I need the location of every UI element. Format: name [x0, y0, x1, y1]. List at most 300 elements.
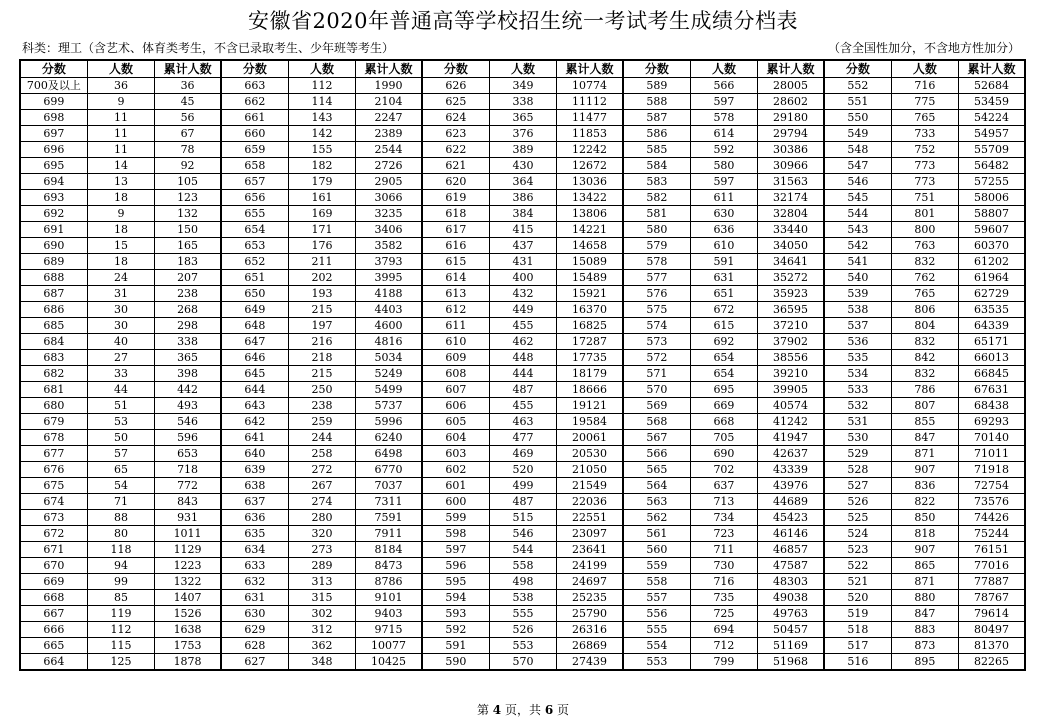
- cumulative-cell: 238: [155, 286, 221, 302]
- cumulative-cell: 17287: [557, 334, 623, 350]
- cumulative-cell: 61964: [959, 270, 1025, 286]
- cumulative-cell: 37902: [758, 334, 824, 350]
- score-cell: 590: [422, 654, 489, 671]
- cumulative-cell: 4403: [356, 302, 422, 318]
- table-row: [20, 334, 1025, 350]
- count-cell: 432: [489, 286, 556, 302]
- score-cell: 591: [422, 638, 489, 654]
- score-cell: 697: [20, 126, 87, 142]
- count-cell: 765: [891, 286, 958, 302]
- count-cell: 431: [489, 254, 556, 270]
- count-cell: 455: [489, 398, 556, 414]
- table-row: [20, 574, 1025, 590]
- score-cell: 545: [824, 190, 891, 206]
- score-cell: 669: [20, 574, 87, 590]
- count-cell: 498: [489, 574, 556, 590]
- cumulative-cell: 5499: [356, 382, 422, 398]
- score-cell: 557: [623, 590, 690, 606]
- count-cell: 179: [288, 174, 355, 190]
- score-cell: 521: [824, 574, 891, 590]
- cumulative-cell: 653: [155, 446, 221, 462]
- score-cell: 601: [422, 478, 489, 494]
- cumulative-cell: 13806: [557, 206, 623, 222]
- cumulative-cell: 3235: [356, 206, 422, 222]
- score-cell: 651: [221, 270, 288, 286]
- table-row: [20, 142, 1025, 158]
- score-cell: 659: [221, 142, 288, 158]
- count-cell: 734: [690, 510, 757, 526]
- cumulative-cell: 78: [155, 142, 221, 158]
- score-cell: 699: [20, 94, 87, 110]
- score-cell: 619: [422, 190, 489, 206]
- cumulative-cell: 2389: [356, 126, 422, 142]
- score-cell: 620: [422, 174, 489, 190]
- cumulative-cell: 25790: [557, 606, 623, 622]
- count-cell: 143: [288, 110, 355, 126]
- count-cell: 125: [87, 654, 154, 671]
- cumulative-cell: 37210: [758, 318, 824, 334]
- count-cell: 320: [288, 526, 355, 542]
- score-cell: 685: [20, 318, 87, 334]
- cumulative-cell: 4600: [356, 318, 422, 334]
- cumulative-cell: 54224: [959, 110, 1025, 126]
- count-cell: 462: [489, 334, 556, 350]
- cumulative-cell: 931: [155, 510, 221, 526]
- score-cell: 678: [20, 430, 87, 446]
- score-cell: 524: [824, 526, 891, 542]
- count-cell: 267: [288, 478, 355, 494]
- table-row: [20, 462, 1025, 478]
- count-cell: 118: [87, 542, 154, 558]
- table-row: [20, 446, 1025, 462]
- score-cell: 566: [623, 446, 690, 462]
- score-cell: 587: [623, 110, 690, 126]
- cumulative-cell: 71011: [959, 446, 1025, 462]
- cumulative-cell: 67: [155, 126, 221, 142]
- category-note: 科类：理工（含艺术、体育类考生，不含已录取考生、少年班等考生）: [22, 41, 395, 55]
- cumulative-cell: 36: [155, 78, 221, 94]
- score-cell: 537: [824, 318, 891, 334]
- count-cell: 9: [87, 206, 154, 222]
- score-cell: 672: [20, 526, 87, 542]
- cumulative-cell: 49038: [758, 590, 824, 606]
- cumulative-cell: 45: [155, 94, 221, 110]
- footer-middle: 页，共: [504, 703, 541, 717]
- cumulative-cell: 68438: [959, 398, 1025, 414]
- count-cell: 799: [690, 654, 757, 671]
- table-row: [20, 222, 1025, 238]
- count-cell: 94: [87, 558, 154, 574]
- cumulative-cell: 16825: [557, 318, 623, 334]
- cumulative-cell: 22036: [557, 494, 623, 510]
- table-row: [20, 398, 1025, 414]
- score-cell: 607: [422, 382, 489, 398]
- count-cell: 730: [690, 558, 757, 574]
- score-cell: 586: [623, 126, 690, 142]
- count-cell: 723: [690, 526, 757, 542]
- score-cell: 555: [623, 622, 690, 638]
- count-cell: 14: [87, 158, 154, 174]
- cumulative-cell: 1322: [155, 574, 221, 590]
- cumulative-cell: 19121: [557, 398, 623, 414]
- table-row: [20, 494, 1025, 510]
- score-cell: 563: [623, 494, 690, 510]
- count-cell: 832: [891, 366, 958, 382]
- score-cell: 594: [422, 590, 489, 606]
- cumulative-cell: 10425: [356, 654, 422, 671]
- table-row: [20, 414, 1025, 430]
- score-cell: 593: [422, 606, 489, 622]
- cumulative-cell: 34050: [758, 238, 824, 254]
- cumulative-cell: 46857: [758, 542, 824, 558]
- cumulative-cell: 74426: [959, 510, 1025, 526]
- count-cell: 315: [288, 590, 355, 606]
- score-cell: 621: [422, 158, 489, 174]
- cumulative-cell: 772: [155, 478, 221, 494]
- cumulative-cell: 35272: [758, 270, 824, 286]
- score-cell: 662: [221, 94, 288, 110]
- score-cell: 665: [20, 638, 87, 654]
- cumulative-cell: 56: [155, 110, 221, 126]
- count-cell: 800: [891, 222, 958, 238]
- cumulative-cell: 1878: [155, 654, 221, 671]
- cumulative-cell: 596: [155, 430, 221, 446]
- count-cell: 515: [489, 510, 556, 526]
- cumulative-cell: 10774: [557, 78, 623, 94]
- count-cell: 9: [87, 94, 154, 110]
- count-cell: 836: [891, 478, 958, 494]
- cumulative-cell: 33440: [758, 222, 824, 238]
- score-cell: 580: [623, 222, 690, 238]
- table-row: [20, 558, 1025, 574]
- cumulative-cell: 47587: [758, 558, 824, 574]
- table-header-row: [20, 60, 1025, 78]
- cumulative-cell: 2726: [356, 158, 422, 174]
- count-cell: 775: [891, 94, 958, 110]
- cumulative-cell: 46146: [758, 526, 824, 542]
- count-cell: 847: [891, 606, 958, 622]
- header-cumulative: 累计人数: [155, 60, 221, 78]
- score-cell: 568: [623, 414, 690, 430]
- count-cell: 364: [489, 174, 556, 190]
- cumulative-cell: 36595: [758, 302, 824, 318]
- count-cell: 155: [288, 142, 355, 158]
- score-cell: 700及以上: [20, 78, 87, 94]
- header-score: 分数: [422, 60, 489, 78]
- count-cell: 832: [891, 254, 958, 270]
- score-cell: 531: [824, 414, 891, 430]
- score-cell: 579: [623, 238, 690, 254]
- cumulative-cell: 16370: [557, 302, 623, 318]
- score-cell: 615: [422, 254, 489, 270]
- count-cell: 44: [87, 382, 154, 398]
- score-cell: 633: [221, 558, 288, 574]
- score-cell: 602: [422, 462, 489, 478]
- score-cell: 530: [824, 430, 891, 446]
- cumulative-cell: 76151: [959, 542, 1025, 558]
- table-row: [20, 270, 1025, 286]
- score-cell: 527: [824, 478, 891, 494]
- count-cell: 762: [891, 270, 958, 286]
- score-cell: 536: [824, 334, 891, 350]
- score-cell: 570: [623, 382, 690, 398]
- cumulative-cell: 48303: [758, 574, 824, 590]
- count-cell: 499: [489, 478, 556, 494]
- cumulative-cell: 7311: [356, 494, 422, 510]
- score-cell: 610: [422, 334, 489, 350]
- score-cell: 552: [824, 78, 891, 94]
- score-cell: 573: [623, 334, 690, 350]
- score-cell: 554: [623, 638, 690, 654]
- count-cell: 30: [87, 302, 154, 318]
- count-cell: 822: [891, 494, 958, 510]
- count-cell: 13: [87, 174, 154, 190]
- footer-total-pages: 6: [544, 703, 554, 717]
- count-cell: 259: [288, 414, 355, 430]
- cumulative-cell: 9715: [356, 622, 422, 638]
- score-cell: 520: [824, 590, 891, 606]
- count-cell: 30: [87, 318, 154, 334]
- score-cell: 583: [623, 174, 690, 190]
- score-cell: 624: [422, 110, 489, 126]
- cumulative-cell: 64339: [959, 318, 1025, 334]
- cumulative-cell: 4816: [356, 334, 422, 350]
- cumulative-cell: 26869: [557, 638, 623, 654]
- cumulative-cell: 17735: [557, 350, 623, 366]
- score-cell: 676: [20, 462, 87, 478]
- count-cell: 112: [288, 78, 355, 94]
- table-row: [20, 190, 1025, 206]
- cumulative-cell: 8184: [356, 542, 422, 558]
- score-cell: 532: [824, 398, 891, 414]
- score-cell: 656: [221, 190, 288, 206]
- score-cell: 533: [824, 382, 891, 398]
- score-cell: 664: [20, 654, 87, 671]
- score-cell: 684: [20, 334, 87, 350]
- score-cell: 691: [20, 222, 87, 238]
- header-cumulative: 累计人数: [959, 60, 1025, 78]
- score-cell: 638: [221, 478, 288, 494]
- score-cell: 696: [20, 142, 87, 158]
- count-cell: 544: [489, 542, 556, 558]
- score-cell: 686: [20, 302, 87, 318]
- cumulative-cell: 5249: [356, 366, 422, 382]
- score-cell: 549: [824, 126, 891, 142]
- score-cell: 614: [422, 270, 489, 286]
- cumulative-cell: 73576: [959, 494, 1025, 510]
- count-cell: 430: [489, 158, 556, 174]
- score-cell: 605: [422, 414, 489, 430]
- cumulative-cell: 718: [155, 462, 221, 478]
- count-cell: 161: [288, 190, 355, 206]
- count-cell: 806: [891, 302, 958, 318]
- cumulative-cell: 6770: [356, 462, 422, 478]
- cumulative-cell: 11112: [557, 94, 623, 110]
- count-cell: 348: [288, 654, 355, 671]
- cumulative-cell: 7911: [356, 526, 422, 542]
- count-cell: 115: [87, 638, 154, 654]
- count-cell: 702: [690, 462, 757, 478]
- count-cell: 763: [891, 238, 958, 254]
- cumulative-cell: 79614: [959, 606, 1025, 622]
- cumulative-cell: 4188: [356, 286, 422, 302]
- score-cell: 574: [623, 318, 690, 334]
- cumulative-cell: 81370: [959, 638, 1025, 654]
- score-cell: 542: [824, 238, 891, 254]
- cumulative-cell: 58006: [959, 190, 1025, 206]
- score-cell: 517: [824, 638, 891, 654]
- count-cell: 566: [690, 78, 757, 94]
- cumulative-cell: 51169: [758, 638, 824, 654]
- score-cell: 675: [20, 478, 87, 494]
- score-cell: 529: [824, 446, 891, 462]
- cumulative-cell: 5996: [356, 414, 422, 430]
- count-cell: 873: [891, 638, 958, 654]
- count-cell: 142: [288, 126, 355, 142]
- score-cell: 640: [221, 446, 288, 462]
- table-row: [20, 238, 1025, 254]
- cumulative-cell: 11853: [557, 126, 623, 142]
- cumulative-cell: 53459: [959, 94, 1025, 110]
- count-cell: 202: [288, 270, 355, 286]
- cumulative-cell: 546: [155, 414, 221, 430]
- count-cell: 611: [690, 190, 757, 206]
- cumulative-cell: 165: [155, 238, 221, 254]
- score-cell: 657: [221, 174, 288, 190]
- table-row: [20, 158, 1025, 174]
- count-cell: 448: [489, 350, 556, 366]
- cumulative-cell: 12242: [557, 142, 623, 158]
- cumulative-cell: 268: [155, 302, 221, 318]
- score-cell: 695: [20, 158, 87, 174]
- score-cell: 661: [221, 110, 288, 126]
- cumulative-cell: 26316: [557, 622, 623, 638]
- count-cell: 694: [690, 622, 757, 638]
- score-cell: 670: [20, 558, 87, 574]
- table-row: [20, 254, 1025, 270]
- cumulative-cell: 32804: [758, 206, 824, 222]
- count-cell: 216: [288, 334, 355, 350]
- cumulative-cell: 75244: [959, 526, 1025, 542]
- cumulative-cell: 2544: [356, 142, 422, 158]
- cumulative-cell: 21549: [557, 478, 623, 494]
- cumulative-cell: 61202: [959, 254, 1025, 270]
- count-cell: 365: [489, 110, 556, 126]
- count-cell: 31: [87, 286, 154, 302]
- count-cell: 455: [489, 318, 556, 334]
- count-cell: 215: [288, 302, 355, 318]
- count-cell: 88: [87, 510, 154, 526]
- count-cell: 591: [690, 254, 757, 270]
- count-cell: 211: [288, 254, 355, 270]
- score-cell: 611: [422, 318, 489, 334]
- score-cell: 546: [824, 174, 891, 190]
- cumulative-cell: 82265: [959, 654, 1025, 671]
- count-cell: 36: [87, 78, 154, 94]
- score-cell: 604: [422, 430, 489, 446]
- count-cell: 444: [489, 366, 556, 382]
- score-cell: 680: [20, 398, 87, 414]
- count-cell: 637: [690, 478, 757, 494]
- count-cell: 669: [690, 398, 757, 414]
- score-cell: 646: [221, 350, 288, 366]
- cumulative-cell: 54957: [959, 126, 1025, 142]
- count-cell: 85: [87, 590, 154, 606]
- score-cell: 572: [623, 350, 690, 366]
- cumulative-cell: 398: [155, 366, 221, 382]
- cumulative-cell: 3793: [356, 254, 422, 270]
- cumulative-cell: 1407: [155, 590, 221, 606]
- cumulative-cell: 27439: [557, 654, 623, 671]
- score-cell: 519: [824, 606, 891, 622]
- table-row: [20, 478, 1025, 494]
- score-cell: 584: [623, 158, 690, 174]
- footer-suffix: 页: [557, 703, 570, 717]
- count-cell: 487: [489, 382, 556, 398]
- count-cell: 818: [891, 526, 958, 542]
- count-cell: 312: [288, 622, 355, 638]
- count-cell: 592: [690, 142, 757, 158]
- header-cumulative: 累计人数: [557, 60, 623, 78]
- cumulative-cell: 45423: [758, 510, 824, 526]
- cumulative-cell: 59607: [959, 222, 1025, 238]
- score-cell: 658: [221, 158, 288, 174]
- cumulative-cell: 51968: [758, 654, 824, 671]
- cumulative-cell: 18179: [557, 366, 623, 382]
- score-cell: 689: [20, 254, 87, 270]
- cumulative-cell: 23641: [557, 542, 623, 558]
- count-cell: 437: [489, 238, 556, 254]
- score-cell: 600: [422, 494, 489, 510]
- count-cell: 786: [891, 382, 958, 398]
- score-cell: 668: [20, 590, 87, 606]
- score-cell: 645: [221, 366, 288, 382]
- cumulative-cell: 39905: [758, 382, 824, 398]
- footer-page-number: 4: [492, 703, 502, 717]
- cumulative-cell: 72754: [959, 478, 1025, 494]
- cumulative-cell: 65171: [959, 334, 1025, 350]
- cumulative-cell: 42637: [758, 446, 824, 462]
- header-count: 人数: [891, 60, 958, 78]
- cumulative-cell: 49763: [758, 606, 824, 622]
- score-cell: 644: [221, 382, 288, 398]
- cumulative-cell: 493: [155, 398, 221, 414]
- score-cell: 539: [824, 286, 891, 302]
- cumulative-cell: 5034: [356, 350, 422, 366]
- header-cumulative: 累计人数: [356, 60, 422, 78]
- cumulative-cell: 40574: [758, 398, 824, 414]
- count-cell: 463: [489, 414, 556, 430]
- score-cell: 642: [221, 414, 288, 430]
- table-row: [20, 654, 1025, 671]
- score-cell: 538: [824, 302, 891, 318]
- score-cell: 650: [221, 286, 288, 302]
- count-cell: 520: [489, 462, 556, 478]
- count-cell: 842: [891, 350, 958, 366]
- count-cell: 51: [87, 398, 154, 414]
- count-cell: 18: [87, 254, 154, 270]
- score-cell: 625: [422, 94, 489, 110]
- score-cell: 690: [20, 238, 87, 254]
- count-cell: 716: [690, 574, 757, 590]
- cumulative-cell: 6240: [356, 430, 422, 446]
- score-cell: 595: [422, 574, 489, 590]
- cumulative-cell: 56482: [959, 158, 1025, 174]
- count-cell: 692: [690, 334, 757, 350]
- count-cell: 597: [690, 174, 757, 190]
- score-cell: 681: [20, 382, 87, 398]
- score-cell: 639: [221, 462, 288, 478]
